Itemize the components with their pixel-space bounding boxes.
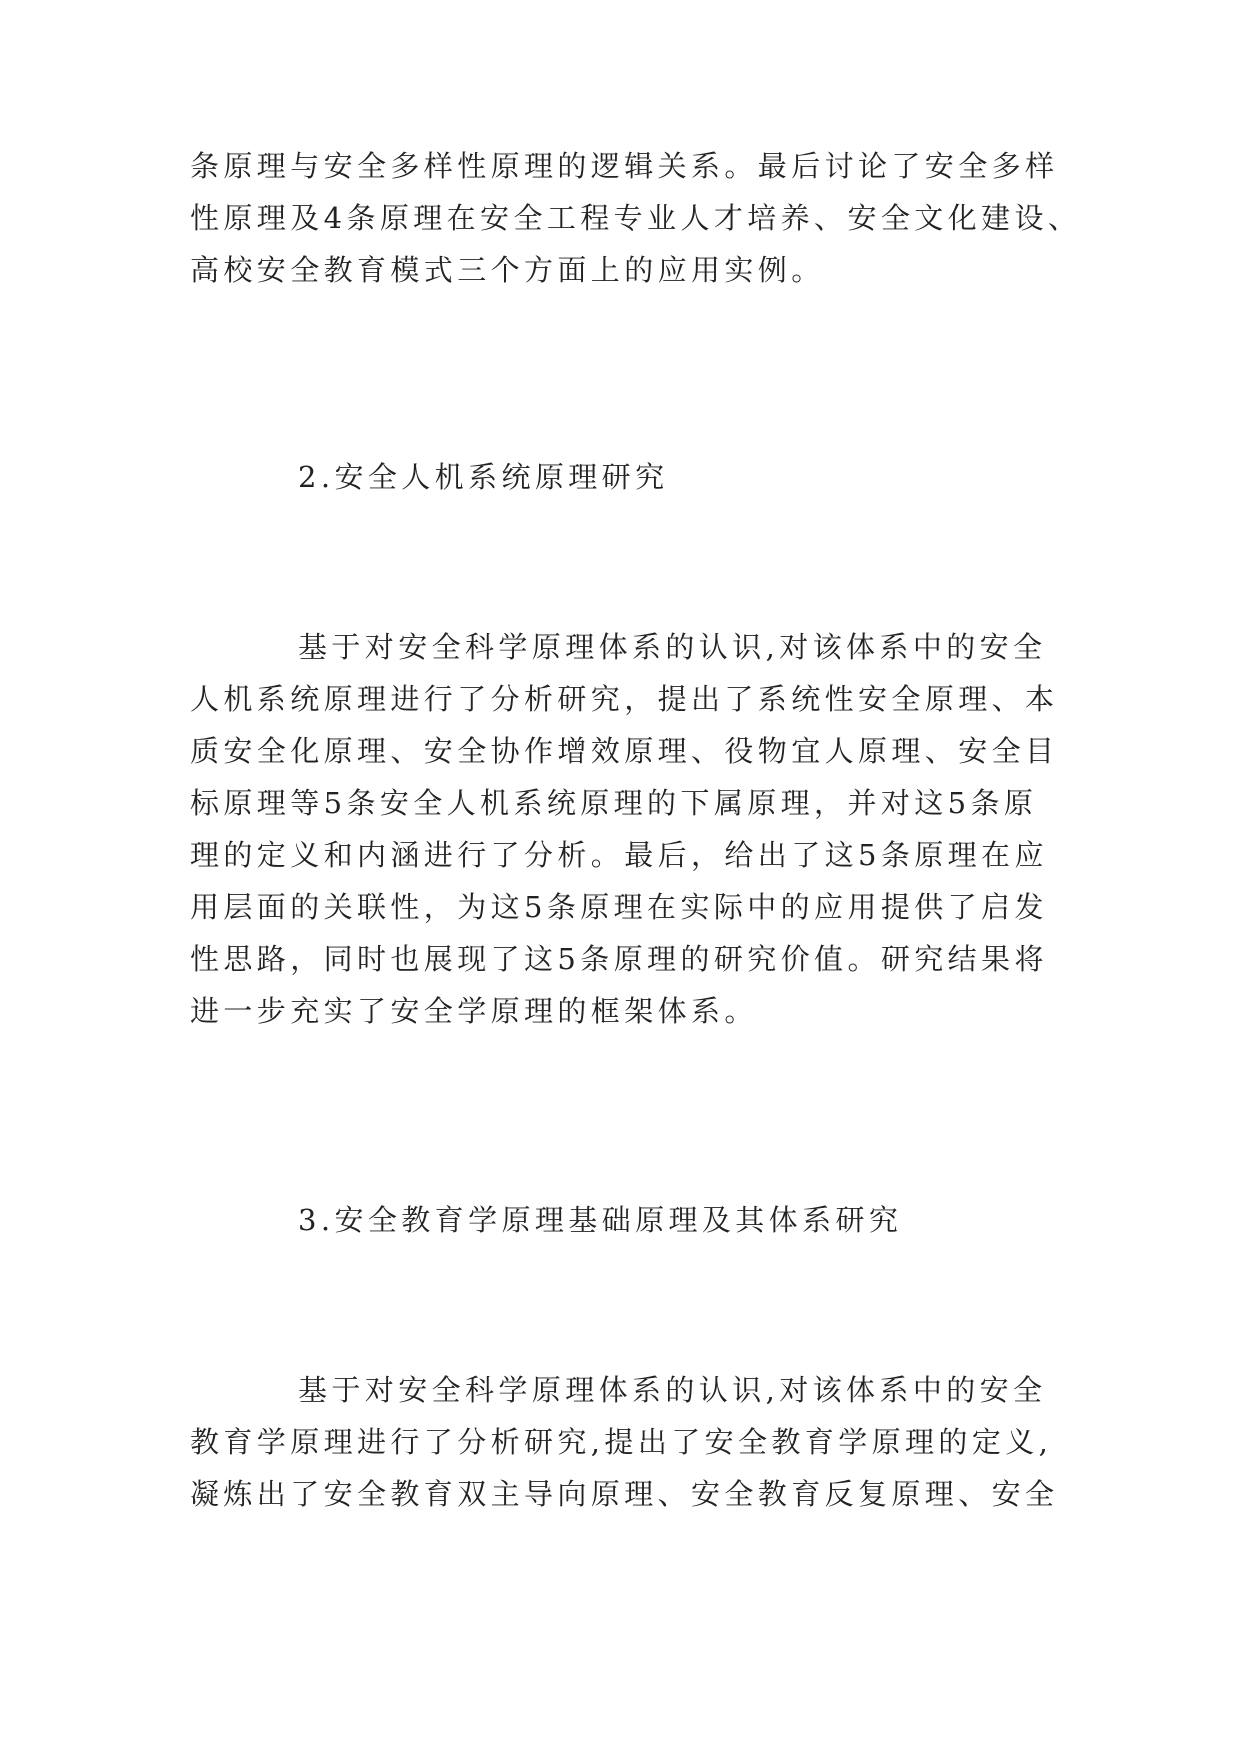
- section-3-heading: 3.安全教育学原理基础原理及其体系研究: [298, 1203, 903, 1237]
- paragraph-line: 凝炼出了安全教育双主导向原理、安全教育反复原理、安全: [190, 1477, 1059, 1511]
- paragraph-line: 进一步充实了安全学原理的框架体系。: [190, 994, 758, 1028]
- paragraph-line: 高校安全教育模式三个方面上的应用实例。: [190, 253, 825, 287]
- paragraph-line: 性原理及4条原理在安全工程专业人才培养、安全文化建设、: [190, 201, 1082, 235]
- paragraph-line: 用层面的关联性，为这5条原理在实际中的应用提供了启发: [190, 890, 1048, 924]
- paragraph-line: 教育学原理进行了分析研究,提出了安全教育学原理的定义,: [190, 1425, 1053, 1459]
- paragraph-line: 条原理与安全多样性原理的逻辑关系。最后讨论了安全多样: [190, 149, 1059, 183]
- paragraph-line: 质安全化原理、安全协作增效原理、役物宜人原理、安全目: [190, 734, 1059, 768]
- paragraph-line: 人机系统原理进行了分析研究，提出了系统性安全原理、本: [190, 682, 1059, 716]
- paragraph-line: 理的定义和内涵进行了分析。最后，给出了这5条原理在应: [190, 838, 1048, 872]
- section-2-heading: 2.安全人机系统原理研究: [298, 460, 669, 494]
- paragraph-line: 性思路，同时也展现了这5条原理的研究价值。研究结果将: [190, 942, 1048, 976]
- paragraph-line: 基于对安全科学原理体系的认识,对该体系中的安全: [298, 1373, 1047, 1407]
- paragraph-line: 基于对安全科学原理体系的认识,对该体系中的安全: [298, 630, 1047, 664]
- paragraph-line: 标原理等5条安全人机系统原理的下属原理，并对这5条原: [190, 786, 1038, 820]
